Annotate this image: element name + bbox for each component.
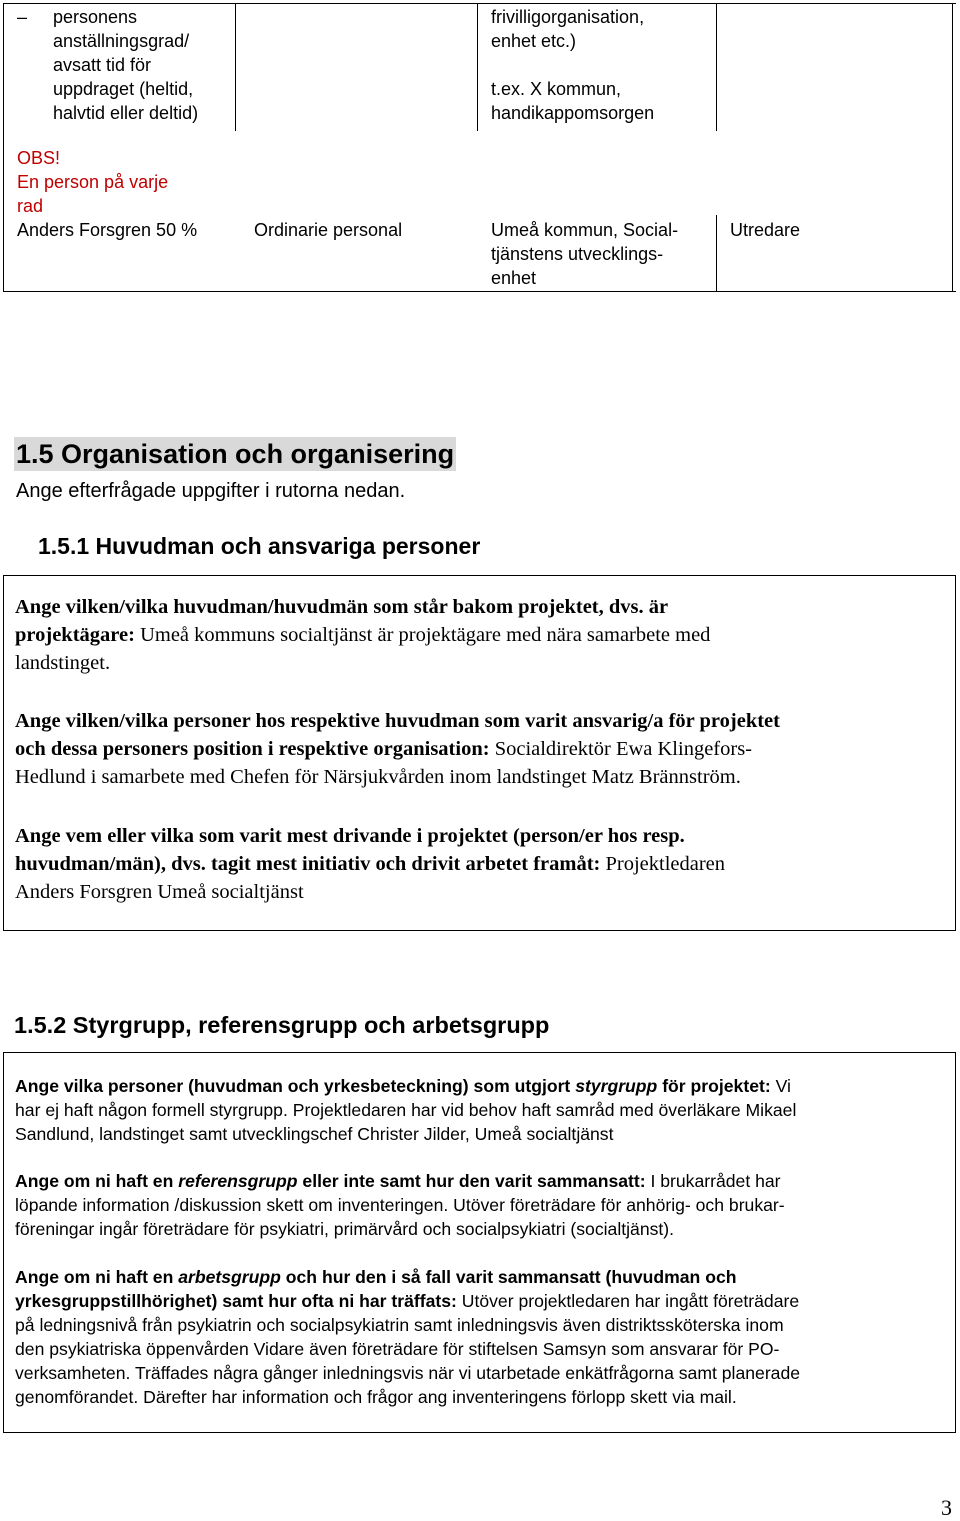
answer-text: Vi xyxy=(770,1076,791,1096)
paragraph-responsible xyxy=(15,707,935,791)
answer-text: I brukarrådet har xyxy=(645,1171,781,1191)
obs-line: En person på varje xyxy=(17,172,169,192)
question-text: huvudman/män), dvs. tagit mest initiativ och drivit arbetet framåt: xyxy=(15,853,601,875)
answer-text: har ej haft någon formell styrgrupp. Projektledaren har vid behov haft samråd med överläkare Mikael xyxy=(15,1100,797,1120)
cell-line: anställningsgrad/ xyxy=(53,31,190,51)
cell-line: avsatt tid för xyxy=(53,55,152,75)
table-col-divider-3 xyxy=(716,3,717,131)
question-text: Ange vilken/vilka huvudman/huvudmän som står bakom projektet, dvs. är xyxy=(15,596,669,618)
page-number: 3 xyxy=(941,1495,952,1520)
question-text: Ange vilka personer (huvudman och yrkesbeteckning) som utgjort xyxy=(15,1076,576,1096)
answer-text: verksamheten. Träffades några gånger inledningsvis när vi utarbetade enkätfrågorna samt planerade xyxy=(15,1363,801,1383)
cell-line: personens xyxy=(53,7,138,27)
table-cell-employment-rate xyxy=(17,5,27,29)
question-text: Ange om ni haft en xyxy=(15,1267,179,1287)
question-text: projektägare: xyxy=(15,624,135,646)
question-text: Ange vem eller vilka som varit mest drivande i projektet (person/er hos resp. xyxy=(15,825,685,847)
answer-text: Socialdirektör Ewa Klingefors- xyxy=(489,738,752,760)
table-col-divider-1 xyxy=(235,3,236,131)
table-border-bottom xyxy=(3,291,956,292)
table-border-top xyxy=(3,3,956,4)
obs-label: OBS! xyxy=(17,148,61,168)
answer-text: genomförandet. Därefter har information och frågor ang inventeringens förlopp skett via mail. xyxy=(15,1387,737,1407)
answer-text: på ledningsnivå från psykiatrin och socialpsykiatrin samt inledningsvis även distriktssköterska inom xyxy=(15,1315,784,1335)
cell-spacer xyxy=(491,53,654,77)
question-emphasis: styrgrupp xyxy=(575,1076,658,1096)
question-text: Ange vilken/vilka personer hos respektive huvudman som varit ansvarig/a för projektet xyxy=(15,710,780,732)
cell-line: t.ex. X kommun, xyxy=(491,79,622,99)
answer-text: Umeå kommuns socialtjänst är projektägare med nära samarbete med xyxy=(134,624,711,646)
row-person-type: Ordinarie personal xyxy=(254,220,403,240)
row-person-organisation xyxy=(491,218,678,290)
paragraph-steering-group xyxy=(15,1074,940,1146)
question-emphasis: arbetsgrupp xyxy=(178,1267,281,1287)
table-cell-employment-rate-text xyxy=(53,5,198,125)
section-1-5-1-title: 1.5.1 Huvudman och ansvariga personer xyxy=(38,533,481,559)
cell-line: enhet etc.) xyxy=(491,31,577,51)
answer-text: löpande information /diskussion skett om inventeringen. Utöver företrädare för anhörig- och brukar- xyxy=(15,1195,785,1215)
cell-line: frivilligorganisation, xyxy=(491,7,645,27)
answer-text: föreningar ingår företrädare för psykiatri, primärvård och socialpsykiatri (socialtjänst). xyxy=(15,1219,675,1239)
answer-text: Hedlund i samarbete med Chefen för Närsjukvården inom landstinget Matz Brännström. xyxy=(15,766,741,788)
table-border-right xyxy=(952,3,953,292)
cell-line: halvtid eller deltid) xyxy=(53,103,199,123)
table-col-divider-2 xyxy=(477,3,478,131)
answer-text: Projektledaren xyxy=(600,853,726,875)
table-border-left xyxy=(3,3,4,292)
table-cell-organisation-hint xyxy=(491,5,654,125)
question-text: för projektet: xyxy=(657,1076,771,1096)
question-text: yrkesgruppstillhörighet) samt hur ofta ni har träffats: xyxy=(15,1291,457,1311)
answer-text: landstinget. xyxy=(15,652,111,674)
question-text: eller inte samt hur den varit sammansatt: xyxy=(297,1171,646,1191)
question-text: och dessa personers position i respektive organisation: xyxy=(15,738,490,760)
answer-text: Sandlund, landstinget samt utvecklingschef Christer Jilder, Umeå socialtjänst xyxy=(15,1124,614,1144)
section-1-5-2-title: 1.5.2 Styrgrupp, referensgrupp och arbetsgrupp xyxy=(14,1012,550,1038)
paragraph-driving-force xyxy=(15,822,935,906)
answer-text: Anders Forsgren Umeå socialtjänst xyxy=(15,881,304,903)
question-text: och hur den i så fall varit sammansatt (huvudman och xyxy=(280,1267,737,1287)
paragraph-reference-group xyxy=(15,1169,940,1241)
answer-text: Utöver projektledaren har ingått företrädare xyxy=(456,1291,800,1311)
obs-note xyxy=(17,146,168,218)
table-col-divider-3b xyxy=(716,215,717,292)
cell-line: handikappomsorgen xyxy=(491,103,655,123)
paragraph-working-group xyxy=(15,1265,940,1409)
obs-line: rad xyxy=(17,196,44,216)
answer-text: den psykiatriska öppenvården Vidare även företrädare för stiftelsen Samsyn som ansvarar för PO- xyxy=(15,1339,780,1359)
section-1-5-title: 1.5 Organisation och organisering xyxy=(16,439,455,469)
dash-marker: – xyxy=(17,7,28,27)
paragraph-owner xyxy=(15,593,935,677)
cell-line: Umeå kommun, Social- xyxy=(491,220,679,240)
row-person-name: Anders Forsgren 50 % xyxy=(17,220,198,240)
cell-line: tjänstens utvecklings- xyxy=(491,244,664,264)
cell-line: enhet xyxy=(491,268,537,288)
cell-line: uppdraget (heltid, xyxy=(53,79,194,99)
question-emphasis: referensgrupp xyxy=(178,1171,298,1191)
section-1-5-subtitle: Ange efterfrågade uppgifter i rutorna nedan. xyxy=(16,480,406,502)
question-text: Ange om ni haft en xyxy=(15,1171,179,1191)
row-person-role: Utredare xyxy=(730,220,801,240)
